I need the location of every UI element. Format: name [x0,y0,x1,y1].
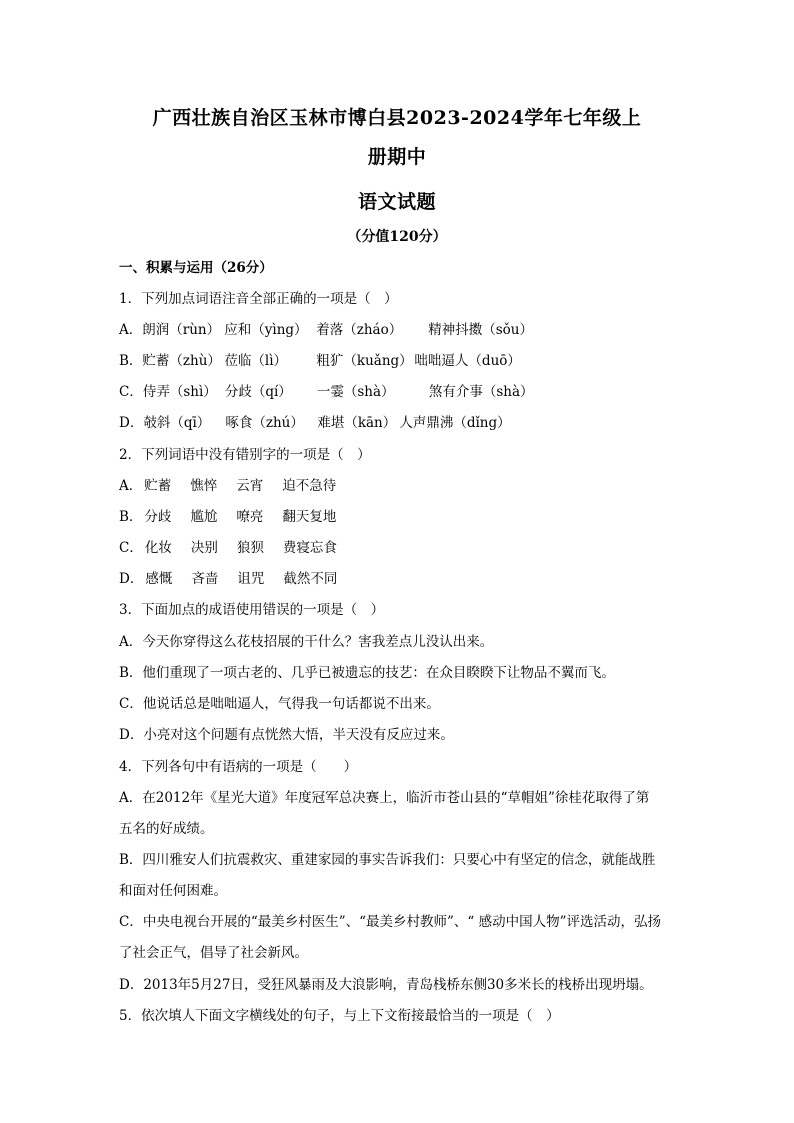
question-2-stem: 2．下列词语中没有错别字的一项是（ ） [119,447,371,463]
subject-title: 语文试题 [357,191,436,213]
score-note: （分值120分） [347,229,447,245]
question-4-stem: 4．下列各句中有语病的一项是（ ） [119,759,358,775]
question-3-option-b: B．他们重现了一项古老的、几乎已被遗忘的技艺：在众目睽睽下让物品不翼而飞。 [119,665,615,681]
question-3-option-d: D．小亮对这个问题有点恍然大悟，半天没有反应过来。 [119,727,454,743]
question-1-stem: 1．下列加点词语注音全部正确的一项是（ ） [119,291,398,307]
question-4-option-c: C．中央电视台开展的“最美乡村医生”、“最美乡村教师”、“ 感动中国人物”评选活动，弘扬 [119,914,662,930]
question-2-option-c: C． 化妆 决别 狼狈 费寝忘食 [119,540,337,556]
question-4-option-b: B．四川雅安人们抗震救灾、重建家园的事实告诉我们：只要心中有坚定的信念，就能战胜 [119,852,656,868]
question-4-option-a: A．在2012年《星光大道》年度冠军总决赛上，临沂市苍山县的“草帽姐”徐桂花取得了第 [119,790,650,806]
question-4-option-b-cont: 和面对任何困难。 [119,883,227,899]
question-1-option-d: D．攲斜（qī） 啄食（zhú） 难堪（kān） 人声鼎沸（dǐng） [119,415,511,431]
question-3-option-a: A．今天你穿得这么花枝招展的干什么？害我差点儿没认出来。 [119,634,494,650]
question-3-stem: 3．下面加点的成语使用错误的一项是（ ） [119,602,385,618]
page-title: 广西壮族自治区玉林市博白县2023-2024学年七年级上 [152,107,642,129]
question-4-option-a-cont: 五名的好成绩。 [119,821,214,837]
question-2-option-a: A． 贮蓄 憔悴 云宵 迫不急待 [119,478,337,494]
question-5-stem: 5．依次填人下面文字横线处的句子，与上下文衔接最恰当的一项是（ ） [119,1008,560,1024]
question-3-option-c: C．他说话总是咄咄逼人，气得我一句话都说不出来。 [119,696,440,712]
section-heading: 一、积累与运用（26分） [119,260,273,276]
question-1-option-c: C．侍弄（shì） 分歧（qí） 一霎（shà） 煞有介事（shà） [119,384,534,400]
question-4-option-d: D．2013年5月27日，受狂风暴雨及大浪影响，青岛栈桥东侧30多米长的栈桥出现坍塌。 [119,977,653,993]
question-2-option-b: B． 分歧 尴尬 嘹亮 翻天复地 [119,509,337,525]
question-2-option-d: D． 感慨 吝啬 诅咒 截然不同 [119,571,338,587]
question-1-option-b: B．贮蓄（zhù） 莅临（lì） 粗犷（kuǎng） 咄咄逼人（duō） [119,353,521,369]
question-4-option-c-cont: 了社会正气，倡导了社会新风。 [119,945,308,961]
page-title-continued: 册期中 [367,146,427,168]
question-1-option-a: A．朗润（rùn） 应和（yìng） 着落（zháo） 精神抖擞（sǒu） [119,322,534,338]
